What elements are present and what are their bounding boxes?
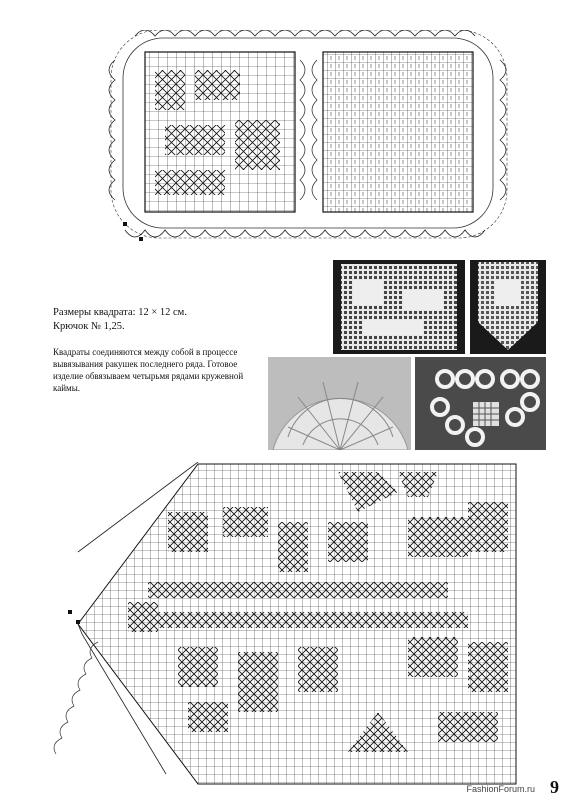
square-size-text: Размеры квадрата: 12 × 12 см. [53, 307, 187, 318]
diagram-square-motifs [95, 30, 515, 255]
page-number: 9 [550, 777, 559, 797]
photo-ring-motifs [415, 357, 546, 450]
photo-pineapple-doily [268, 357, 411, 450]
photo-filet-runner [333, 260, 465, 354]
photo-pointed-runner [470, 260, 546, 354]
hook-size-text: Крючок № 1,25. [53, 321, 125, 332]
assembly-description: Квадраты соединяются между собой в процессе вывязывания ракушек последнего ряда. Готовое изделие обвязываем четырьмя рядами кружевной каймы. [53, 347, 244, 393]
watermark: FashionForum.ru [466, 784, 535, 794]
diagram-filet-chart [38, 462, 520, 790]
